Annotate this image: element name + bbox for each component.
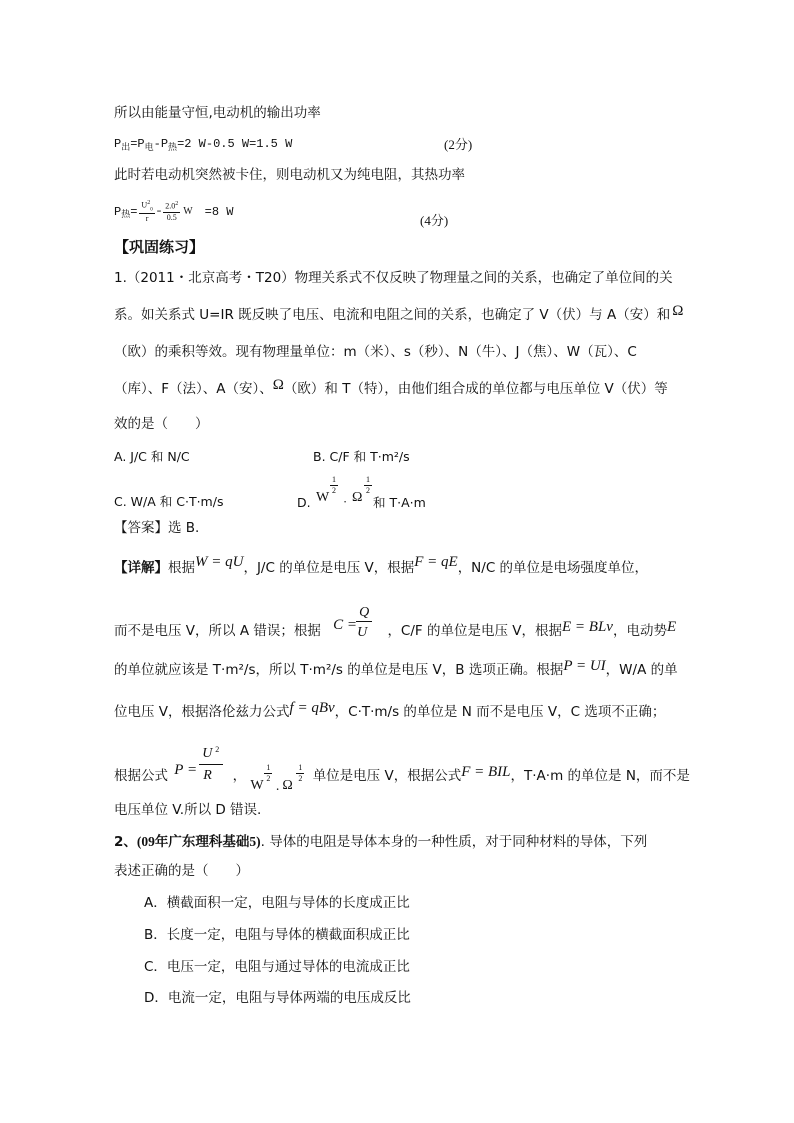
section-title: 【巩固练习】 [114,238,205,256]
q2-option-c: C．电压一定，电阻与通过导体的电流成正比 [144,959,410,975]
detail-line-6: 电压单位 V.所以 D 错误. [114,802,262,818]
q1-line-5: 效的是（ ） [114,416,209,432]
omega-symbol: Ω [672,303,684,319]
score-4: (4分) [420,213,449,228]
q1-option-a: A. J/C 和 N/C [114,449,190,464]
q1-line-1: 1.（2011・北京高考・T20）物理关系式不仅反映了物理量之间的关系，也确定了单位间的关 [114,270,673,286]
q2-option-d: D．电流一定，电阻与导体两端的电压成反比 [144,990,411,1006]
numeric-fraction: $\frac{2.0^2}{0.5}$ [165,201,179,222]
detail-line-5: 根据公式 P = U 2 R ， W $\frac{1}{2}$ · Ω $\frac{1}{2}$ 单位是电压 V，根据公式F = BIL，T·A·m 的单位是 N，而不是 [114,745,690,797]
output-power-equation: $P_出=P_电-P_热=2$ W-0.5 W=1.5 W [114,137,293,153]
q2-line-2: 表述正确的是（ ） [114,863,249,879]
q2-option-a: A．横截面积一定，电阻与导体的长度成正比 [144,895,410,911]
detail-line-4: 位电压 V，根据洛伦兹力公式f = qBv，C·T·m/s 的单位是 N 而不是电压 V，C 选项不正确； [114,700,666,720]
q1-option-c: C. W/A 和 C·T·m/s [114,494,224,509]
q1-line-2: 系。如关系式 U=IR 既反映了电压、电流和电阻之间的关系，也确定了 V（伏）与 A（安）和 Ω [114,303,684,323]
q2-line-1: 2、(09年广东理科基础5). 导体的电阻是导体本身的一种性质，对于同种材料的导体，下列 [114,834,648,850]
score-2: (2分) [444,137,473,152]
detail-line-3: 的单位就应该是 T·m²/s，所以 T·m²/s 的单位是电压 V，B 选项正确。根据P = UI，W/A 的单 [114,658,678,678]
stuck-motor-line: 此时若电动机突然被卡住，则电动机又为纯电阻，其热功率 [114,167,465,183]
detail-line-1: 【详解】根据W = qU，J/C 的单位是电压 V，根据F = qE，N/C 的单位是电场强度单位， [114,554,649,576]
energy-line: 所以由能量守恒,电动机的输出功率 [114,105,321,121]
q1-option-b: B. C/F 和 T·m²/s [313,449,410,464]
q1-line-4: （库）、F（法）、A（安）、Ω（欧）和 T（特），由他们组合成的单位都与电压单位 V（伏）等 [114,377,668,397]
q2-option-b: B．长度一定，电阻与导体的横截面积成正比 [144,927,410,943]
detail-line-2: 而不是电压 V，所以 A 错误；根据 C = Q U ，C/F 的单位是电压 V，根据E = BLv，电动势E [114,605,677,640]
u-squared-over-r: $\frac{U^2_0}{r}$ [141,200,153,224]
omega-symbol: Ω [272,377,284,393]
q1-line-3: （欧）的乘积等效。现有物理量单位：m（米）、s（秒）、N（牛）、J（焦）、W（瓦）、C [114,344,637,360]
q1-answer: 【答案】选 B. [114,520,200,536]
heat-power-equation: P 热 = $\frac{U^2_0}{r}$ = $\frac{2.0^2}{0.5}$ W =8 W [114,200,234,224]
